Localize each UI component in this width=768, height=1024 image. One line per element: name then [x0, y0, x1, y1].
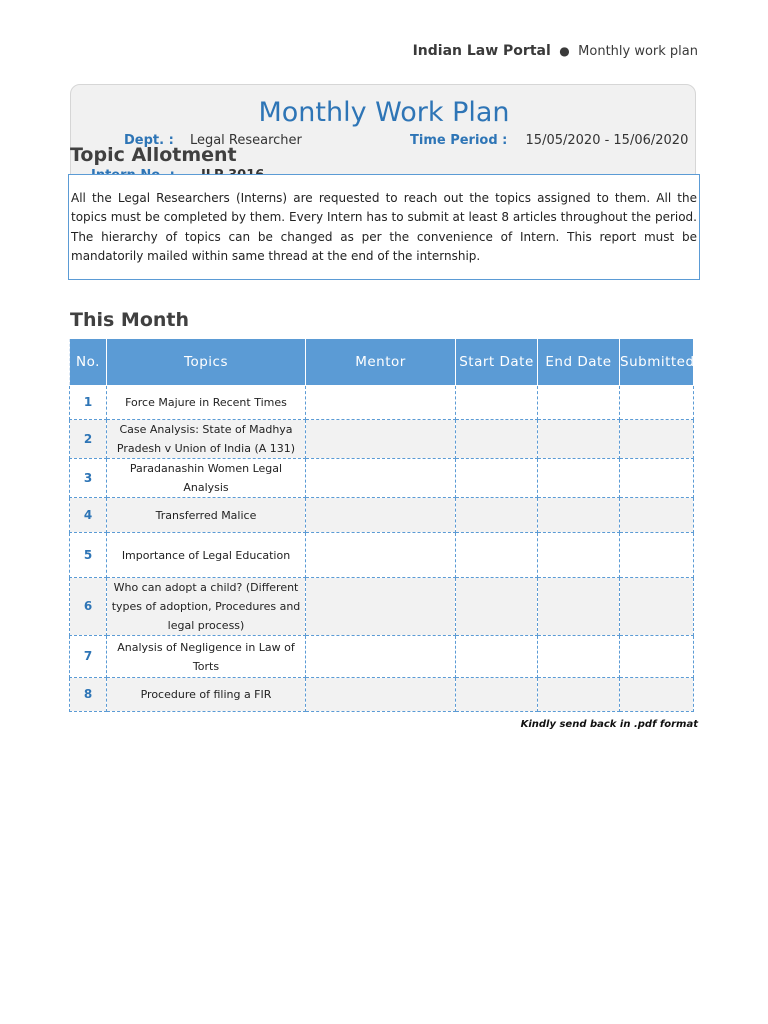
row-number: 3 [70, 459, 107, 498]
header-separator: ● [559, 44, 570, 58]
row-number: 1 [70, 386, 107, 420]
row-submitted-cell[interactable] [620, 420, 694, 459]
row-topic: Analysis of Negligence in Law of Torts [107, 636, 306, 678]
footer-note: Kindly send back in .pdf format [520, 719, 698, 730]
row-mentor-cell[interactable] [306, 678, 456, 712]
row-mentor-cell[interactable] [306, 459, 456, 498]
row-mentor-cell[interactable] [306, 498, 456, 533]
row-topic: Transferred Malice [107, 498, 306, 533]
row-submitted-cell[interactable] [620, 459, 694, 498]
this-month-heading: This Month [70, 309, 190, 331]
table-row [70, 459, 694, 498]
topic-allotment-heading: Topic Allotment [70, 144, 237, 166]
table-row [70, 533, 694, 578]
row-end-date-cell[interactable] [538, 420, 620, 459]
row-end-date-cell[interactable] [538, 578, 620, 636]
row-start-date-cell[interactable] [456, 578, 538, 636]
column-header-start-date: Start Date [456, 339, 538, 386]
row-end-date-cell[interactable] [538, 636, 620, 678]
row-topic: Procedure of filing a FIR [107, 678, 306, 712]
row-end-date-cell[interactable] [538, 459, 620, 498]
column-header-no: No. [70, 339, 107, 386]
table-row [70, 578, 694, 636]
row-number: 4 [70, 498, 107, 533]
row-submitted-cell[interactable] [620, 578, 694, 636]
page-title: Monthly Work Plan [258, 97, 510, 128]
row-number: 7 [70, 636, 107, 678]
table-row [70, 386, 694, 420]
column-header-end-date: End Date [538, 339, 620, 386]
row-topic: Importance of Legal Education [107, 533, 306, 578]
row-mentor-cell[interactable] [306, 636, 456, 678]
row-topic: Case Analysis: State of Madhya Pradesh v Union of India (A 131) [107, 420, 306, 459]
table-row [70, 636, 694, 678]
portal-name: Indian Law Portal [412, 43, 551, 59]
row-submitted-cell[interactable] [620, 678, 694, 712]
table-row [70, 498, 694, 533]
row-mentor-cell[interactable] [306, 578, 456, 636]
row-end-date-cell[interactable] [538, 386, 620, 420]
row-mentor-cell[interactable] [306, 420, 456, 459]
topics-table [69, 338, 694, 712]
row-number: 5 [70, 533, 107, 578]
row-number: 2 [70, 420, 107, 459]
time-period-value: 15/05/2020 - 15/06/2020 [525, 133, 689, 148]
time-period-label: Time Period : [410, 133, 508, 148]
table-header-row [70, 339, 694, 386]
row-start-date-cell[interactable] [456, 420, 538, 459]
row-start-date-cell[interactable] [456, 533, 538, 578]
row-start-date-cell[interactable] [456, 386, 538, 420]
table-row [70, 678, 694, 712]
dept-label: Dept. : [124, 133, 174, 148]
column-header-topics: Topics [107, 339, 306, 386]
row-end-date-cell[interactable] [538, 498, 620, 533]
topic-allotment-text: All the Legal Researchers (Interns) are requested to reach out the topics assigned to them. All the topics must be completed by them. Every Intern has to submit at least 8 articles throughout the period. The hierarchy of topics can be changed as per the convenience of Intern. This report must be mandatorily mailed within same thread at the end of the internship. [71, 191, 697, 263]
row-topic: Who can adopt a child? (Different types of adoption, Procedures and legal process) [107, 578, 306, 636]
row-mentor-cell[interactable] [306, 386, 456, 420]
row-end-date-cell[interactable] [538, 678, 620, 712]
dept-value: Legal Researcher [189, 133, 302, 148]
row-topic: Paradanashin Women Legal Analysis [107, 459, 306, 498]
row-number: 6 [70, 578, 107, 636]
row-topic: Force Majure in Recent Times [107, 386, 306, 420]
column-header-mentor: Mentor [306, 339, 456, 386]
table-row [70, 420, 694, 459]
row-number: 8 [70, 678, 107, 712]
header-plan-label: Monthly work plan [578, 44, 698, 59]
row-mentor-cell[interactable] [306, 533, 456, 578]
row-submitted-cell[interactable] [620, 533, 694, 578]
row-end-date-cell[interactable] [538, 533, 620, 578]
row-submitted-cell[interactable] [620, 498, 694, 533]
row-start-date-cell[interactable] [456, 636, 538, 678]
row-submitted-cell[interactable] [620, 636, 694, 678]
row-start-date-cell[interactable] [456, 459, 538, 498]
row-start-date-cell[interactable] [456, 498, 538, 533]
row-submitted-cell[interactable] [620, 386, 694, 420]
page-header [413, 43, 698, 59]
row-start-date-cell[interactable] [456, 678, 538, 712]
time-period-field [410, 133, 688, 148]
topic-allotment-box [68, 174, 700, 280]
column-header-submitted: Submitted [620, 339, 694, 386]
